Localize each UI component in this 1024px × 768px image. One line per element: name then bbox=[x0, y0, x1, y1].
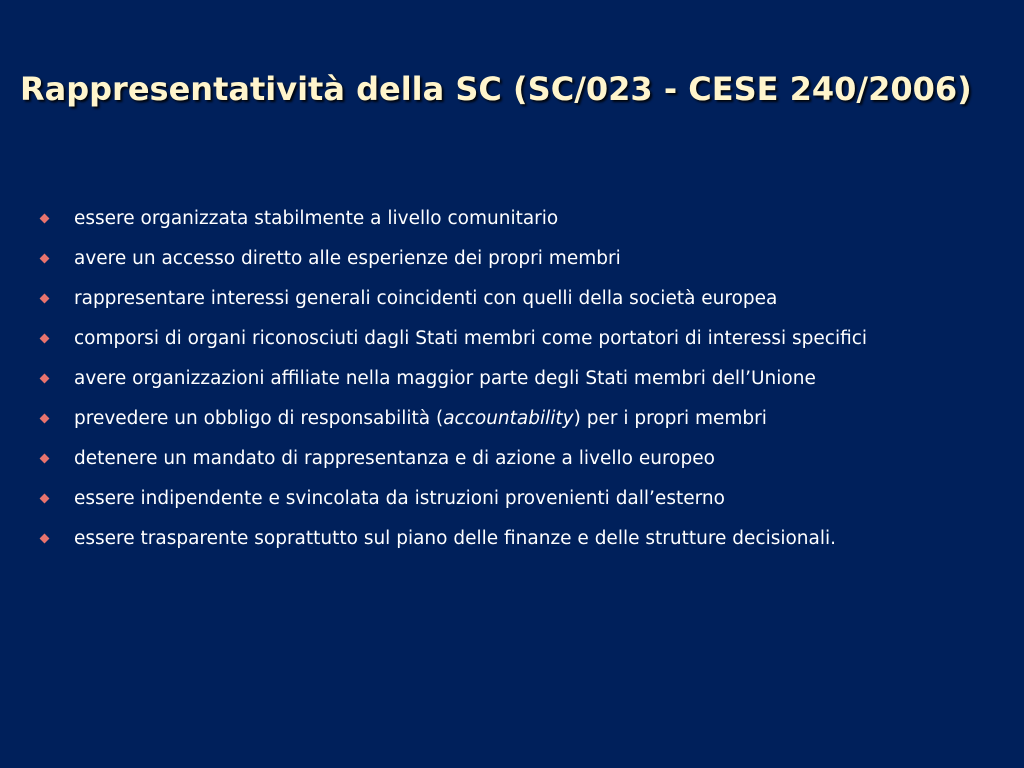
bullet-item bbox=[38, 322, 1014, 356]
diamond-bullet-icon bbox=[38, 282, 74, 316]
slide-title: Rappresentatività della SC (SC/023 - CESE 240/2006) bbox=[20, 70, 972, 108]
bullet-text: detenere un mandato di rappresentanza e di azione a livello europeo bbox=[74, 448, 715, 469]
bullet-item bbox=[38, 282, 1014, 316]
bullet-item bbox=[38, 242, 1014, 276]
diamond-bullet-icon bbox=[38, 322, 74, 356]
bullet-item bbox=[38, 442, 1014, 476]
diamond-bullet-icon bbox=[38, 242, 74, 276]
bullet-text: essere indipendente e svincolata da istruzioni provenienti dall’esterno bbox=[74, 488, 725, 509]
bullet-item bbox=[38, 482, 1014, 516]
diamond-bullet-icon bbox=[38, 202, 74, 236]
bullet-text: comporsi di organi riconosciuti dagli Stati membri come portatori di interessi specifici bbox=[74, 328, 868, 349]
bullet-text: essere trasparente soprattutto sul piano delle finanze e delle strutture decisionali. bbox=[74, 528, 837, 549]
diamond-bullet-icon bbox=[38, 522, 74, 556]
diamond-bullet-icon bbox=[38, 442, 74, 476]
bullet-item bbox=[38, 522, 1014, 556]
accountability-term: accountability bbox=[443, 408, 574, 429]
bullet-text: rappresentare interessi generali coincidenti con quelli della società europea bbox=[74, 288, 778, 309]
bullet-list bbox=[38, 202, 1014, 562]
bullet-item bbox=[38, 202, 1014, 236]
bullet-text: avere organizzazioni affiliate nella maggior parte degli Stati membri dell’Unione bbox=[74, 368, 816, 389]
diamond-bullet-icon bbox=[38, 402, 74, 436]
bullet-text: avere un accesso diretto alle esperienze dei propri membri bbox=[74, 248, 621, 269]
bullet-text-after: ) per i propri membri bbox=[573, 408, 767, 429]
bullet-item bbox=[38, 362, 1014, 396]
diamond-bullet-icon bbox=[38, 362, 74, 396]
bullet-text bbox=[74, 402, 1014, 436]
bullet-text: essere organizzata stabilmente a livello comunitario bbox=[74, 208, 559, 229]
bullet-item bbox=[38, 402, 1014, 436]
diamond-bullet-icon bbox=[38, 482, 74, 516]
bullet-text-before: prevedere un obbligo di responsabilità ( bbox=[74, 408, 444, 429]
